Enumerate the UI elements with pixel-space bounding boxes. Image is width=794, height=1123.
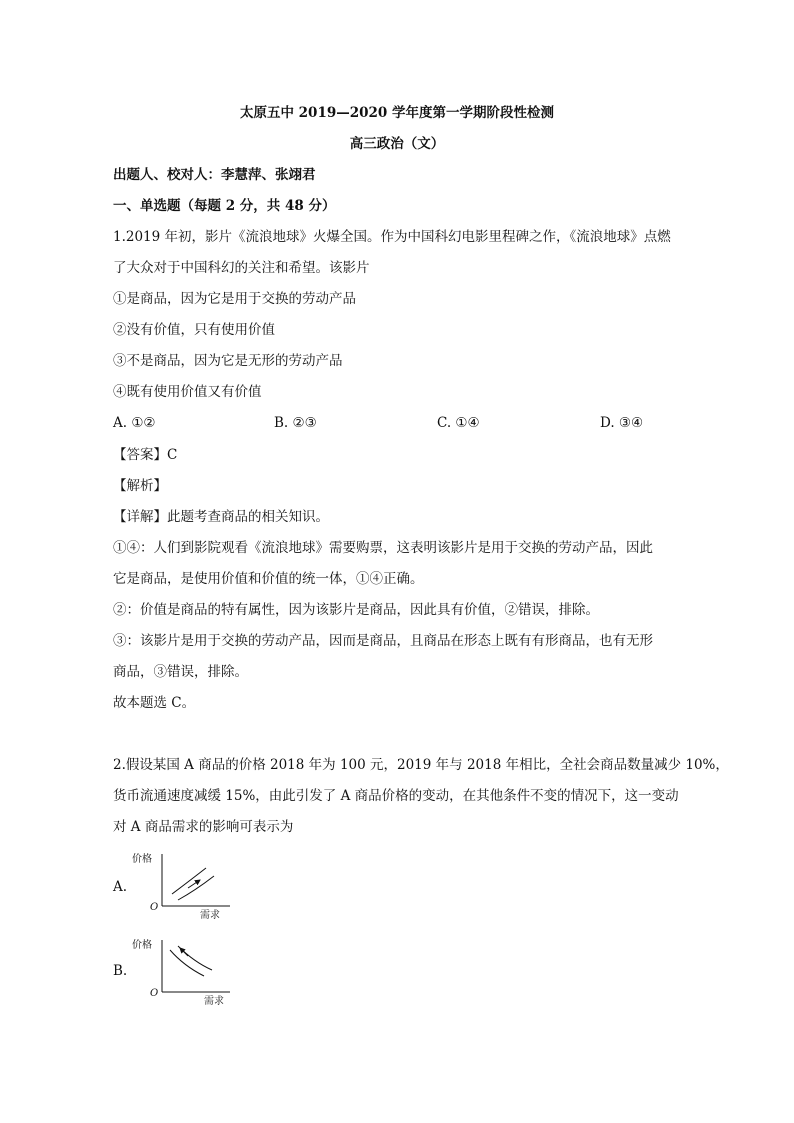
q2-stem-line3: 对 A 商品需求的影响可表示为 xyxy=(113,819,294,835)
q2-option-b-label: B. xyxy=(113,963,128,979)
q2-graph-a-curve-1 xyxy=(172,868,206,894)
q1-item-1: ①是商品，因为它是用于交换的劳动产品 xyxy=(113,291,356,307)
q1-stem-line1: 1.2019 年初，影片《流浪地球》火爆全国。作为中国科幻电影里程碑之作，《流浪地球》点燃 xyxy=(113,229,671,245)
q1-answer: 【答案】C xyxy=(113,447,178,463)
section-heading: 一、单选题（每题 2 分，共 48 分） xyxy=(113,198,336,214)
q1-explanation-1a: ①④：人们到影院观看《流浪地球》需要购票，这表明该影片是用于交换的劳动产品，因此 xyxy=(113,540,653,556)
q1-option-d: D. ③④ xyxy=(600,415,644,431)
q2-graph-b-origin: O xyxy=(150,988,159,999)
q1-explanation-3b: 商品，③错误，排除。 xyxy=(113,664,248,680)
q1-explanation-1b: 它是商品，是使用价值和价值的统一体，①④正确。 xyxy=(113,571,424,587)
q2-graph-a-curve-2 xyxy=(178,876,214,900)
q2-graph-a-x-label: 需求 xyxy=(200,910,220,920)
q1-detail: 【详解】此题考查商品的相关知识。 xyxy=(113,509,329,525)
q2-option-a-label: A. xyxy=(113,879,128,895)
exam-subtitle: 高三政治（文） xyxy=(349,136,445,152)
q1-explanation-2: ②：价值是商品的特有属性，因为该影片是商品，因此具有价值，②错误，排除。 xyxy=(113,602,599,618)
q2-graph-a-shift-arrow xyxy=(188,880,200,888)
q1-option-c: C. ①④ xyxy=(437,415,480,431)
q2-graph-b xyxy=(128,934,238,1006)
q1-conclusion: 故本题选 C。 xyxy=(113,695,196,711)
q2-stem-line2: 货币流通速度减缓 15%，由此引发了 A 商品价格的变动，在其他条件不变的情况下，这一变动 xyxy=(113,788,679,804)
q2-graph-a-origin: O xyxy=(150,902,159,913)
q1-analysis-label: 【解析】 xyxy=(113,478,167,494)
q1-stem-line2: 了大众对于中国科幻的关注和希望。该影片 xyxy=(113,260,370,276)
q2-graph-b-y-label: 价格 xyxy=(132,940,152,951)
q2-graph-a-y-label: 价格 xyxy=(132,854,152,865)
q2-graph-b-shift-arrow xyxy=(180,948,188,956)
q1-explanation-3a: ③：该影片是用于交换的劳动产品，因而是商品，且商品在形态上既有有形商品，也有无形 xyxy=(113,633,653,649)
q1-item-2: ②没有价值，只有使用价值 xyxy=(113,322,275,338)
q1-option-a: A. ①② xyxy=(113,415,156,431)
q2-graph-a xyxy=(128,848,238,920)
q1-item-3: ③不是商品，因为它是无形的劳动产品 xyxy=(113,353,343,369)
q1-item-4: ④既有使用价值又有价值 xyxy=(113,384,262,400)
q2-graph-b-x-label: 需求 xyxy=(204,996,224,1006)
exam-title: 太原五中 2019—2020 学年度第一学期阶段性检测 xyxy=(239,105,555,121)
authors-line: 出题人、校对人：李慧萍、张翊君 xyxy=(113,167,316,183)
q2-stem-line1: 2.假设某国 A 商品的价格 2018 年为 100 元，2019 年与 2018 年相比，全社会商品数量减少 10%， xyxy=(113,757,729,773)
q2-graph-b-curve-2 xyxy=(178,946,212,970)
q1-option-b: B. ②③ xyxy=(274,415,317,431)
